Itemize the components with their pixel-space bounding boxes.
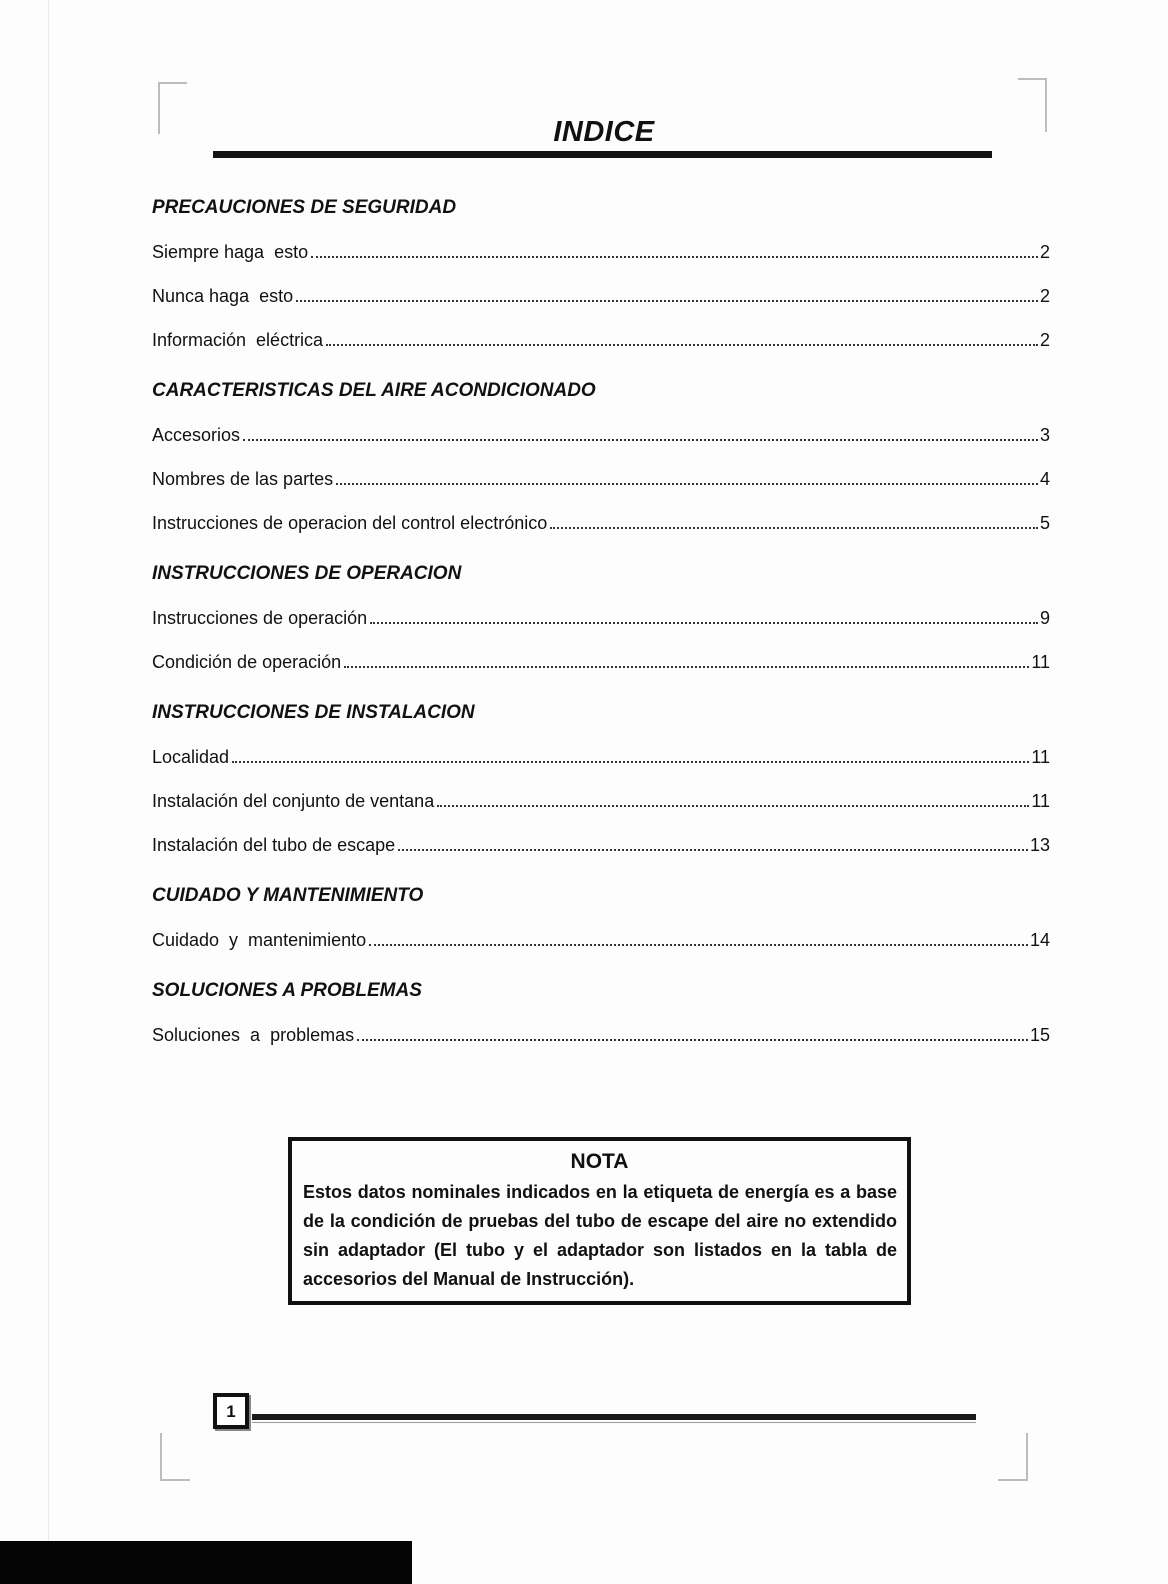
toc-entry-page: 11 xyxy=(1031,791,1050,811)
dot-leader xyxy=(398,849,1028,851)
dot-leader xyxy=(326,344,1038,346)
toc-entry xyxy=(152,789,1050,813)
toc-entry xyxy=(152,240,1050,264)
toc-entry-label: Condición de operación xyxy=(152,652,342,672)
toc-entry-page: 9 xyxy=(1039,608,1050,628)
toc-entry-page: 2 xyxy=(1039,286,1050,306)
section-heading: INSTRUCCIONES DE INSTALACION xyxy=(152,702,475,723)
note-box xyxy=(288,1137,911,1305)
section-heading: CUIDADO Y MANTENIMIENTO xyxy=(152,885,424,906)
toc-entry-page: 4 xyxy=(1039,469,1050,489)
toc-entry-label: Siempre haga esto xyxy=(152,242,309,262)
toc-entry-label: Instrucciones de operación xyxy=(152,608,368,628)
toc-entry xyxy=(152,606,1050,630)
title-rule xyxy=(213,151,992,158)
toc-entry-page: 2 xyxy=(1039,330,1050,350)
toc-entry-page: 11 xyxy=(1031,652,1050,672)
toc-entry xyxy=(152,467,1050,491)
toc-entry xyxy=(152,745,1050,769)
toc-entry-page: 14 xyxy=(1029,930,1050,950)
dot-leader xyxy=(369,944,1028,946)
dot-leader xyxy=(243,439,1038,441)
dot-leader xyxy=(232,761,1029,763)
toc-entry-label: Información eléctrica xyxy=(152,330,324,350)
section-heading: CARACTERISTICAS DEL AIRE ACONDICIONADO xyxy=(152,380,596,401)
crop-mark-bottom-left xyxy=(160,1433,190,1481)
toc-entry-label: Localidad xyxy=(152,747,230,767)
page-number: 1 xyxy=(213,1393,249,1429)
dot-leader xyxy=(344,666,1029,668)
note-text: Estos datos nominales indicados en la etiqueta de energía es a base de la condición de pruebas del tubo de escape del aire no extendido sin adaptador (El tubo y el adaptador son listados en la tabla de accesorios del Manual de Instrucción). xyxy=(303,1182,897,1289)
toc-entry-page: 5 xyxy=(1039,513,1050,533)
toc-entry-label: Instrucciones de operacion del control electrónico xyxy=(152,513,548,533)
section-heading: SOLUCIONES A PROBLEMAS xyxy=(152,980,422,1001)
toc-entry-label: Nombres de las partes xyxy=(152,469,334,489)
toc-entry-label: Nunca haga esto xyxy=(152,286,294,306)
dot-leader xyxy=(311,256,1038,258)
dot-leader xyxy=(357,1039,1028,1041)
toc-entry-label: Cuidado y mantenimiento xyxy=(152,930,367,950)
dot-leader xyxy=(550,527,1038,529)
toc-entry-page: 3 xyxy=(1039,425,1050,445)
toc-section xyxy=(152,562,1050,674)
toc-entry-page: 13 xyxy=(1029,835,1050,855)
footer-rule-shadow xyxy=(252,1422,976,1423)
toc-entry-label: Instalación del conjunto de ventana xyxy=(152,791,435,811)
toc-entry xyxy=(152,284,1050,308)
crop-mark-bottom-right xyxy=(998,1433,1028,1481)
dot-leader xyxy=(370,622,1038,624)
page-title: INDICE xyxy=(553,116,655,148)
toc-entry-label: Accesorios xyxy=(152,425,241,445)
toc-entry-label: Instalación del tubo de escape xyxy=(152,835,396,855)
dot-leader xyxy=(296,300,1038,302)
footer-rule xyxy=(252,1414,976,1420)
toc-entry xyxy=(152,423,1050,447)
page-edge xyxy=(48,0,49,1584)
section-heading: INSTRUCCIONES DE OPERACION xyxy=(152,563,462,584)
toc-entry-page: 15 xyxy=(1029,1025,1050,1045)
toc-entry-label: Soluciones a problemas xyxy=(152,1025,355,1045)
toc-entry xyxy=(152,511,1050,535)
toc-entry xyxy=(152,833,1050,857)
scan-bottom-bar xyxy=(0,1541,412,1584)
note-title: NOTA xyxy=(570,1150,629,1173)
toc-section xyxy=(152,379,1050,535)
toc-entry-page: 11 xyxy=(1031,747,1050,767)
toc-section xyxy=(152,196,1050,352)
toc-entry xyxy=(152,650,1050,674)
toc-entry xyxy=(152,328,1050,352)
table-of-contents xyxy=(152,196,1050,1074)
toc-entry xyxy=(152,1023,1050,1047)
dot-leader xyxy=(336,483,1038,485)
toc-section xyxy=(152,701,1050,857)
dot-leader xyxy=(437,805,1029,807)
toc-section xyxy=(152,979,1050,1047)
toc-entry-page: 2 xyxy=(1039,242,1050,262)
section-heading: PRECAUCIONES DE SEGURIDAD xyxy=(152,197,457,218)
toc-entry xyxy=(152,928,1050,952)
toc-section xyxy=(152,884,1050,952)
